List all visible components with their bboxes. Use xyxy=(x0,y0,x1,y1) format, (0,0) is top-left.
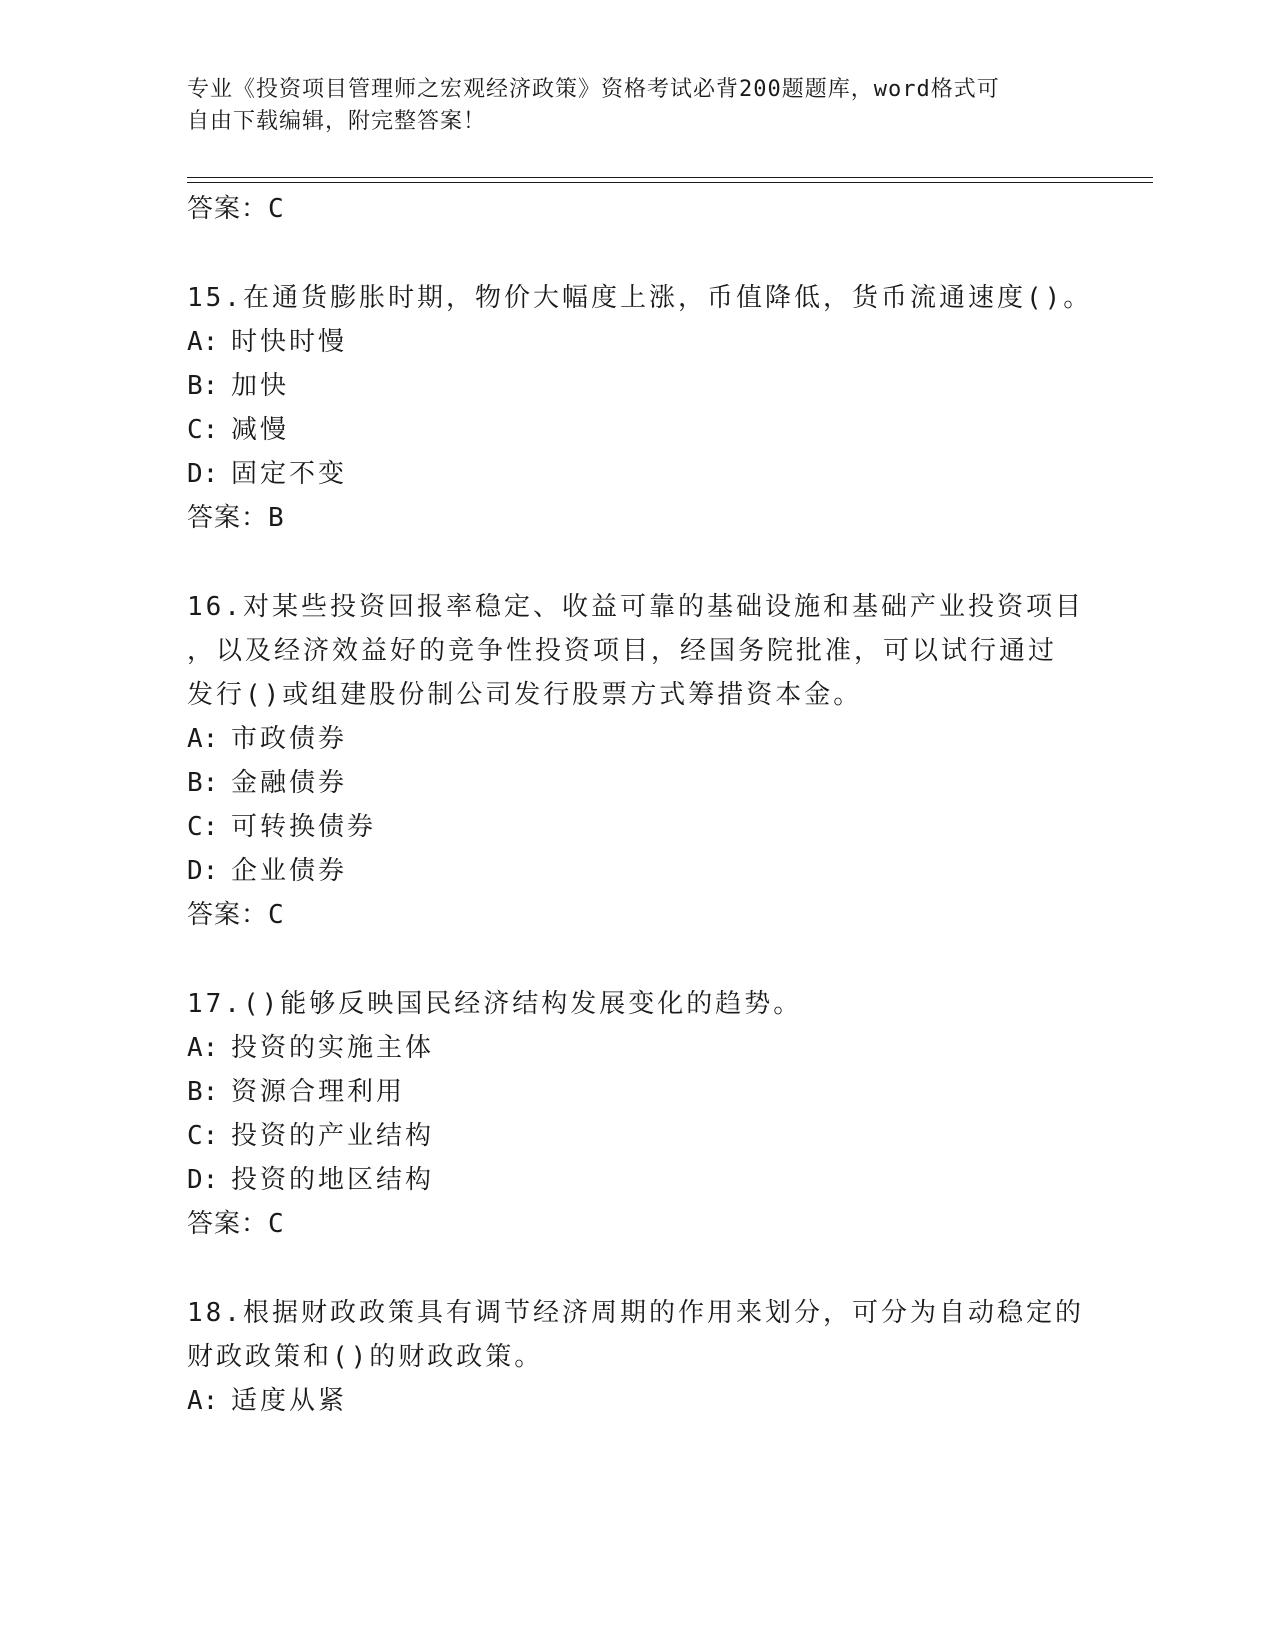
option-text: 加快 xyxy=(231,371,290,401)
option-letter: B: xyxy=(187,768,219,798)
question-16-option-c xyxy=(187,810,376,844)
option-text: 企业债券 xyxy=(231,856,348,886)
option-text: 投资的地区结构 xyxy=(231,1165,435,1195)
question-17-answer xyxy=(187,1207,285,1241)
option-letter: C: xyxy=(187,1121,219,1151)
question-16-answer xyxy=(187,898,285,932)
option-text: 金融债券 xyxy=(231,768,348,798)
answer-label: 答案： xyxy=(187,1209,269,1239)
document-header xyxy=(187,74,1067,138)
header-rule-bottom xyxy=(187,182,1153,183)
answer-value: C xyxy=(268,194,285,224)
question-16-text-line-2: ，以及经济效益好的竞争性投资项目，经国务院批准，可以试行通过 xyxy=(187,636,1058,666)
question-17-text: 17.()能够反映国民经济结构发展变化的趋势。 xyxy=(187,989,803,1019)
option-letter: B: xyxy=(187,1077,219,1107)
option-letter: A: xyxy=(187,1386,219,1416)
option-text: 资源合理利用 xyxy=(231,1077,406,1107)
question-17-option-a xyxy=(187,1031,434,1065)
header-line-2: 自由下载编辑，附完整答案！ xyxy=(187,109,487,134)
question-16-option-b xyxy=(187,766,347,800)
question-17-option-b xyxy=(187,1075,405,1109)
question-17-option-c xyxy=(187,1119,434,1153)
answer-label: 答案： xyxy=(187,194,269,224)
option-letter: D: xyxy=(187,856,219,886)
option-text: 适度从紧 xyxy=(231,1386,348,1416)
option-letter: A: xyxy=(187,724,219,754)
question-18-option-a xyxy=(187,1384,347,1418)
question-16-option-a xyxy=(187,722,347,756)
option-letter: C: xyxy=(187,415,219,445)
option-text: 减慢 xyxy=(231,415,290,445)
question-15-text: 15.在通货膨胀时期，物价大幅度上涨，币值降低，货币流通速度()。 xyxy=(187,283,1093,313)
question-18-text-line-1: 18.根据财政政策具有调节经济周期的作用来划分，可分为自动稳定的 xyxy=(187,1298,1084,1328)
answer-line xyxy=(187,192,285,226)
question-16-text-line-3: 发行()或组建股份制公司发行股票方式筹措资本金。 xyxy=(187,680,863,710)
option-letter: D: xyxy=(187,459,219,489)
option-text: 时快时慢 xyxy=(231,327,348,357)
question-15-option-b xyxy=(187,369,289,403)
answer-label: 答案： xyxy=(187,503,269,533)
option-text: 投资的实施主体 xyxy=(231,1033,435,1063)
option-text: 市政债券 xyxy=(231,724,348,754)
option-letter: A: xyxy=(187,1033,219,1063)
option-letter: C: xyxy=(187,812,219,842)
option-text: 可转换债券 xyxy=(231,812,377,842)
option-text: 固定不变 xyxy=(231,459,348,489)
option-letter: A: xyxy=(187,327,219,357)
question-16-option-d xyxy=(187,854,347,888)
answer-label: 答案： xyxy=(187,900,269,930)
answer-value: C xyxy=(268,900,285,930)
question-15-option-d xyxy=(187,457,347,491)
option-text: 投资的产业结构 xyxy=(231,1121,435,1151)
question-15-answer xyxy=(187,501,285,535)
option-letter: B: xyxy=(187,371,219,401)
question-15-option-c xyxy=(187,413,289,447)
option-letter: D: xyxy=(187,1165,219,1195)
header-line-1: 专业《投资项目管理师之宏观经济政策》资格考试必背200题题库，word格式可 xyxy=(187,77,1000,102)
question-17-option-d xyxy=(187,1163,434,1197)
question-15-option-a xyxy=(187,325,347,359)
question-18-text-line-2: 财政政策和()的财政政策。 xyxy=(187,1342,544,1372)
answer-value: C xyxy=(268,1209,285,1239)
answer-value: B xyxy=(268,503,285,533)
header-rule-top xyxy=(187,177,1153,178)
question-16-text-line-1: 16.对某些投资回报率稳定、收益可靠的基础设施和基础产业投资项目 xyxy=(187,592,1084,622)
